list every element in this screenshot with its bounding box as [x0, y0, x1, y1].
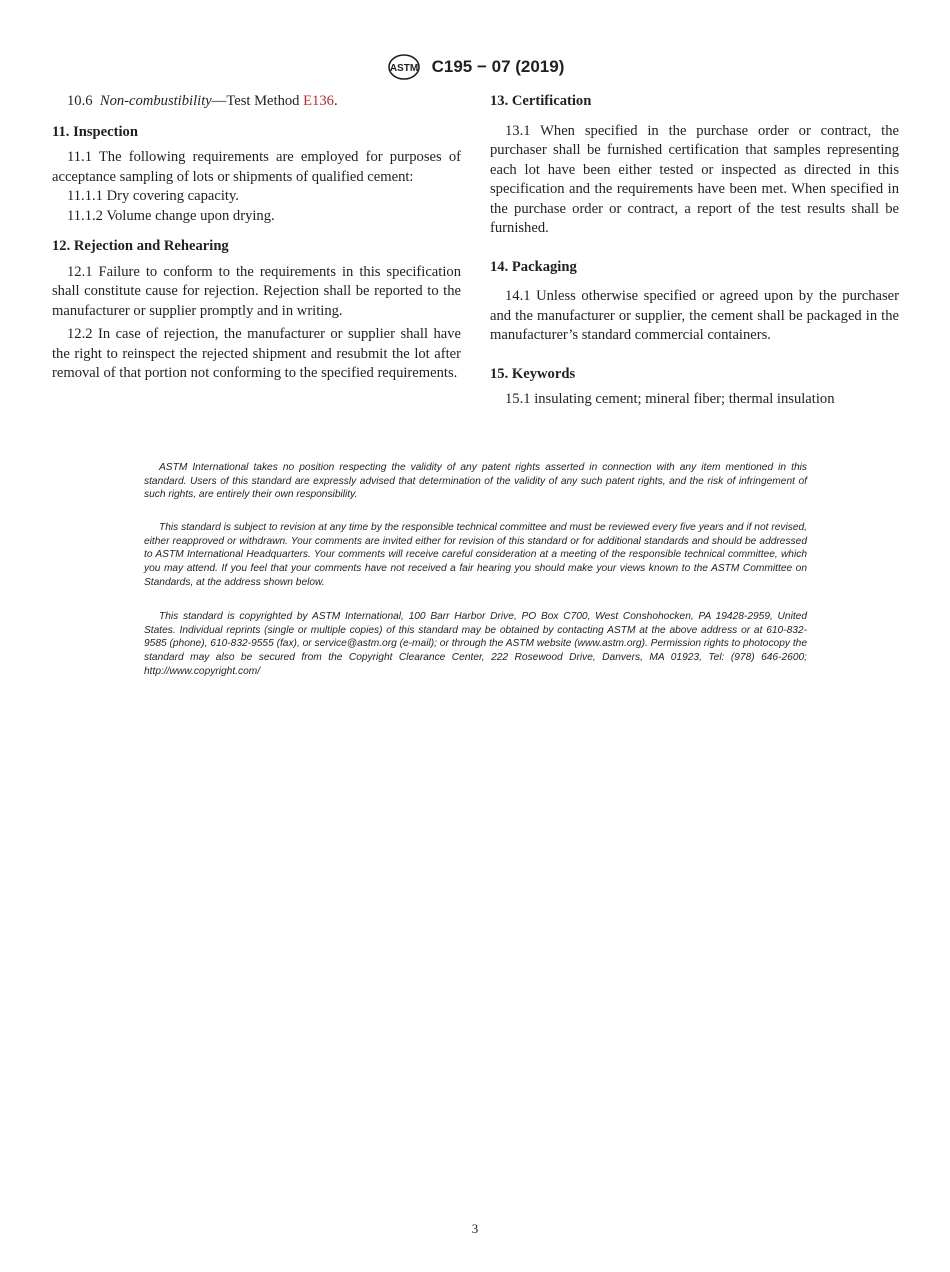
- section-12-heading: 12. Rejection and Rehearing: [52, 238, 229, 254]
- page-number: 3: [471, 1221, 479, 1236]
- svg-text:ASTM: ASTM: [389, 63, 418, 74]
- paragraph-11-1-1: 11.1.1 Dry covering capacity.: [67, 188, 239, 204]
- standard-designation: C195 − 07 (2019): [431, 57, 565, 76]
- paragraph-12-1: 12.1 Failure to conform to the requirements in this specification shall constitute cause for rejection. Rejection shall be reported to the manufacturer or supplier promptly and in writing.: [52, 263, 461, 319]
- patent-notice: ASTM International takes no position respecting the validity of any patent rights asserted in connection with any item mentioned in this standard. Users of this standard are expressly advised that determination of the validity of any such patent rights, and the risk of infringement of such rights, are entirely their own responsibility.: [144, 462, 807, 501]
- astm-logo: [386, 52, 422, 82]
- section-14-heading: 14. Packaging: [490, 258, 577, 275]
- page-header: [0, 52, 950, 84]
- paragraph-13-1: 13.1 When specified in the purchase order or contract, the purchaser shall be furnished certification that samples representing each lot have been either tested or inspected as directed in this specification and the requirements have been met. When specified in the purchase order or contract, a report of the test results shall be furnished.: [490, 122, 899, 236]
- revision-notice: This standard is subject to revision at any time by the responsible technical committee and must be reviewed every five years and if not revised, either reapproved or withdrawn. Your comments are invited either for revision of this standard or for additional standards and should be addressed to ASTM International Headquarters. Your comments will receive careful consideration at a meeting of the responsible technical committee, which you may attend. If you feel that your comments have not received a fair hearing you should make your views known to the ASTM Committee on Standards, at the address shown below.: [144, 522, 807, 588]
- paragraph-12-2: 12.2 In case of rejection, the manufacturer or supplier shall have the right to reinspect the rejected shipment and resubmit the lot after removal of that portion not conforming to the specified requirements.: [52, 326, 461, 381]
- section-13-heading: 13. Certification: [490, 93, 592, 109]
- paragraph-10-6: 10.6 Non-combustibility—Test Method E136.: [67, 93, 338, 109]
- paragraph-15-1: 15.1 insulating cement; mineral fiber; thermal insulation: [505, 391, 835, 407]
- e136-link[interactable]: E136: [303, 93, 334, 109]
- paragraph-11-1-2: 11.1.2 Volume change upon drying.: [67, 207, 275, 224]
- paragraph-11-1: 11.1 The following requirements are employed for purposes of acceptance sampling of lots or shipments of qualified cement:: [52, 149, 461, 185]
- copyright-notice: This standard is copyrighted by ASTM International, 100 Barr Harbor Drive, PO Box C700, West Conshohocken, PA 19428-2959, United States. Individual reprints (single or multiple copies) of this standard may be obtained by contacting ASTM at the above address or at 610-832-9585 (phone), 610-832-9555 (fax), or service@astm.org (e-mail); or through the ASTM website (www.astm.org). Permission rights to photocopy the standard may also be secured from the Copyright Clearance Center, 222 Rosewood Drive, Danvers, MA 01923, Tel: (978) 646-2600; http://www.copyright.com/: [144, 611, 807, 677]
- paragraph-14-1: 14.1 Unless otherwise specified or agreed upon by the purchaser and the manufacturer or supplier, the cement shall be packaged in the manufacturer’s standard commercial containers.: [490, 288, 899, 343]
- left-column: [52, 92, 461, 384]
- section-11-heading: 11. Inspection: [52, 123, 138, 140]
- section-15-heading: 15. Keywords: [490, 365, 576, 382]
- right-column: [490, 92, 899, 410]
